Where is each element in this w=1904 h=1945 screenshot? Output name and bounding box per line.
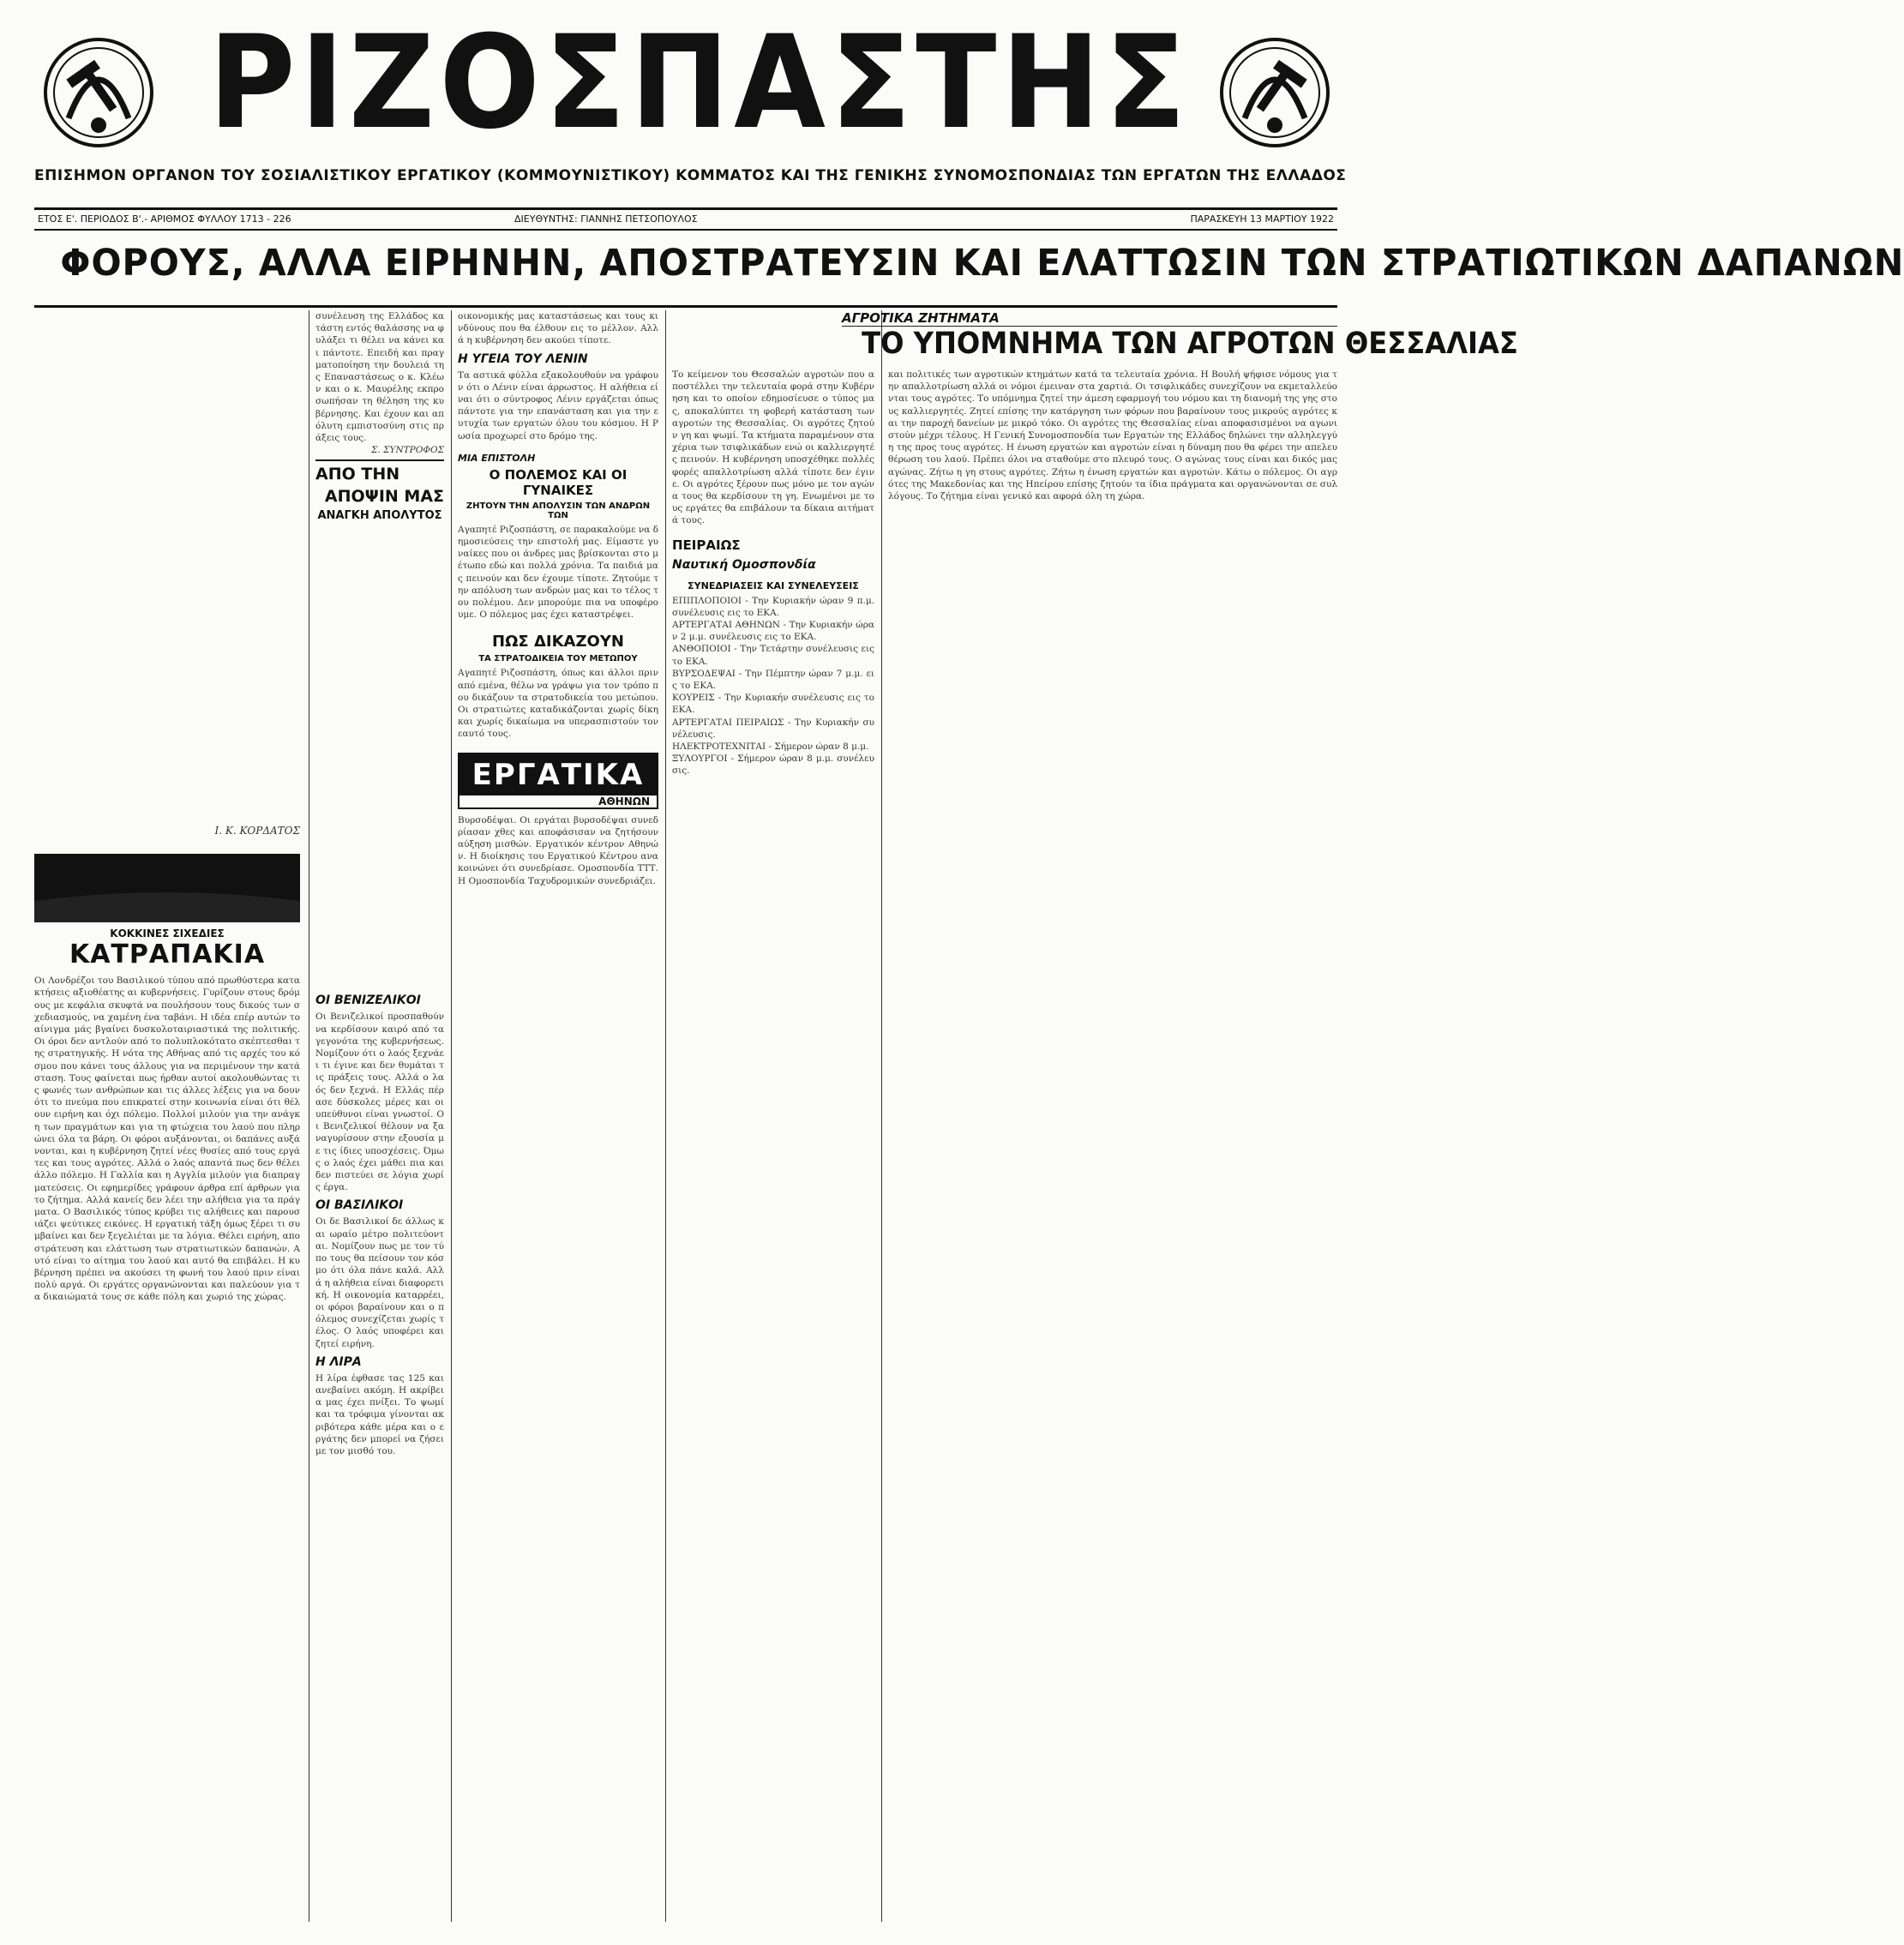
article-body: συνέλευση της Ελλάδος κατάστη εντός θαλάσσης να φυλάξει τι θέλει να κάνει και πάντοτε. Επειδή και πραγματοποίηση την δουλειά της Επαναστάσεως ο κ. Κλέων και ο κ. Μαυρέλης εκπροσωπήσαν τη θέληση της κυβέρνησης. Και έχουν και απόλυτη εμπιστοσύνη στις πράξεις τους. [315,311,444,444]
article-body: οικονομικής μας καταστάσεως και τους κινδύνους που θα έλθουν εις το μέλλον. Αλλά η κυβέρνηση δεν ακούει τίποτε. [458,311,658,346]
section-kicker: ΜΙΑ ΕΠΙΣΤΟΛΗ [458,452,536,464]
sunrise-illustration [34,854,300,922]
column-3 [458,310,658,1922]
column-rule [451,310,452,1922]
main-headline: ΦΟΡΟΥΣ, ΑΛΛΑ ΕΙΡΗΝΗΝ, ΑΠΟΣΤΡΑΤΕΥΣΙΝ ΚΑΙ ΕΛΑΤΤΩΣΙΝ ΤΩΝ ΣΤΡΑΤΙΩΤΙΚΩΝ ΔΑΠΑΝΩΝ [60,242,1904,285]
section-subheading: ΑΝΑΓΚΗ ΑΠΟΛΥΤΟΣ [317,509,442,523]
meetings-title: ΣΥΝΕΔΡΙΑΣΕΙΣ ΚΑΙ ΣΥΝΕΛΕΥΣΕΙΣ [688,579,859,591]
signature: Ι. Κ. ΚΟΡΔΑΤΟΣ [214,825,300,837]
column-rule [665,310,666,1922]
dateline [34,207,1337,231]
meeting-item: ΕΠΙΠΛΟΠΟΙΟΙ - Την Κυριακήν ώραν 9 π.μ. συνέλευσις εις το ΕΚΑ. [672,595,874,618]
masthead-subtitle: ΕΠΙΣΗΜΟΝ ΟΡΓΑΝΟΝ ΤΟΥ ΣΟΣΙΑΛΙΣΤΙΚΟΥ ΕΡΓΑΤΙΚΟΥ (ΚΟΜΜΟΥΝΙΣΤΙΚΟΥ) ΚΟΜΜΑΤΟΣ ΚΑΙ ΤΗΣ ΓΕΝΙΚΗΣ ΣΥΝΟΜΟΣΠΟΝΔΙΑΣ ΤΩΝ ΕΡΓΑΤΩΝ ΤΗΣ ΕΛΛΑΔΟΣ [34,167,1347,184]
column-4 [672,369,874,1922]
article-body: Τα αστικά φύλλα εξακολουθούν να γράφουν ότι ο Λένιν είναι άρρωστος. Η αλήθεια είναι ότι ο σύντροφος Λένιν εργάζεται όπως πάντοτε για την επανάσταση και για την ευτυχία των εργατών όλου του κόσμου. Η Ρωσία προχωρεί στο δρόμο της. [458,369,658,441]
hammer-sickle-emblem-right [1210,24,1339,161]
meeting-item: ΞΥΛΟΥΡΓΟΙ - Σήμερον ώραν 8 μ.μ. συνέλευσις. [672,753,874,777]
section-title: Η ΥΓΕΙΑ ΤΟΥ ΛΕΝΙΝ [458,351,588,366]
section-title: ΟΙ ΒΑΣΙΛΙΚΟΙ [315,1198,404,1213]
section-kicker: ΑΓΡΟΤΙΚΑ ΖΗΤΗΜΑΤΑ [842,310,1337,327]
article-body: Το κείμενον του Θεσσαλών αγροτών που αποστέλλει την τελευταία φορά στην Κυβέρνηση και το οποίον εδημοσίευσε ο τύπος μας, αποκαλύπτει τη φοβερή κατάσταση των αγροτών της Θεσσαλίας. Οι αγρότες ζητούν γη και ψωμί. Τα κτήματα παραμένουν στα χέρια των τσιφλικάδων ενώ οι καλλιεργητές πεινούν. Η κυβέρνηση υποσχέθηκε πολλές φορές απαλλοτρίωση αλλά τίποτε δεν έγινε. Οι αγρότες ξέρουν πως μόνο με τον αγώνα τους θα κερδίσουν τη γη. Ενωμένοι με τους εργάτες θα επιβάλουν τα δίκαια αιτήματά τους. [672,369,874,526]
section-heading: ΑΠΟΨΙΝ ΜΑΣ [324,487,444,507]
meeting-item: ΑΝΘΟΠΟΙΟΙ - Την Τετάρτην συνέλευσις εις το ΕΚΑ. [672,644,874,667]
issue-date: ΠΑΡΑΣΚΕΥΗ 13 ΜΑΡΤΙΟΥ 1922 [1190,213,1334,225]
article-body: Η λίρα έφθασε τας 125 και ανεβαίνει ακόμη. Η ακρίβεια μας έχει πνίξει. Το ψωμί και τα τρόφιμα γίνονται ακριβότερα κάθε μέρα και ο εργάτης δεν μπορεί να ζήσει με τον μισθό του. [315,1372,444,1456]
ergatika-title: ΕΡΓΑΤΙΚΑ [459,754,657,795]
column-2 [315,310,444,1922]
column-kicker: ΚΟΚΚΙΝΕΣ ΣΙΧΕΔΙΕΣ [110,927,225,940]
hammer-sickle-emblem-left [34,24,163,161]
director: ΔΙΕΥΘΥΝΤΗΣ: ΓΙΑΝΝΗΣ ΠΕΤΣΟΠΟΥΛΟΣ [514,213,698,225]
article-body: Οι Βενιζελικοί προσπαθούν να κερδίσουν καιρό από τα γεγονότα της κυβερνήσεως. Νομίζουν ότι ο λαός ξεχνάει τι έγινε και δεν θυμάται τις πράξεις τους. Αλλά ο λαός δεν ξεχνά. Η Ελλάς πέρασε δύσκολες μέρες και οι υπεύθυνοι είναι γνωστοί. Οι Βενιζελικοί θέλουν να ξαναγυρίσουν στην εξουσία με τις ίδιες υποσχέσεις. Όμως ο λαός έχει μάθει πια και δεν πιστεύει σε λόγια χωρίς έργα. [315,1012,444,1193]
article-body: Αγαπητέ Ριζοσπάστη, σε παρακαλούμε να δημοσιεύσεις την επιστολή μας. Είμαστε γυναίκες που οι άνδρες μας βρίσκονται στο μέτωπο εδώ και πολλά χρόνια. Τα παιδιά μας πεινούν και δεν έχουμε τίποτε. Ζητούμε την απόλυση των ανδρών μας και το τέλος του πολέμου. Δεν μπορούμε πια να υποφέρουμε. Ο πόλεμος μας έχει καταστρέψει. [458,524,658,621]
section-subtitle: ΤΑ ΣΤΡΑΤΟΔΙΚΕΙΑ ΤΟΥ ΜΕΤΩΠΟΥ [478,654,638,664]
section-subtitle: Ναυτική Ομοσπονδία [672,557,816,572]
article-body: Οι Λονδρέζοι του Βασιλικού τύπου από πρωθύστερα κατακτήσεις αξιοθέατης αι κυβερνήσεις. Γυρίζουν στους δρόμους με κεφάλια σκυφτά να πουλήσουν τους δικούς των σχεδιασμούς, να χαμένη ένα ταβάνι. Η ιδέα επέρ αυτών το αίνιγμα μάς βγαίνει δυσκολοταιριαστικά της πολιτικής. Οι όροι δεν αντλούν από το πολυπλοκότατο σκέπτεσθαι της στρατηγικής. Η νότα της Αθήνας από τις αρχές του κόσμου που κάνει τους άλλους για να περιμένουν την κατάσταση. Τους φαίνεται πως ήρθαν αυτοί ακολουθώντας τις φωνές των ανθρώπων και τις άλλες λέξεις για να δουν ότι το πνεύμα που επικρατεί στην κοινωνία είναι ότι θέλουν ειρήνη και όχι πόλεμο. Πολλοί μιλούν για την ανάγκη των πραγμάτων και για τη φτώχεια του λαού που πληρώνει όλα τα βάρη. Οι φόροι αυξάνονται, οι δαπάνες αυξάνονται, και η κυβέρνηση ζητεί νέες θυσίες από τους εργάτες και τους αγρότες. Αλλά ο λαός απαντά πως δεν θέλει άλλο πόλεμο. Η Γαλλία και η Αγγλία μιλούν για διαπραγματεύσεις. Οι εφημερίδες γράφουν άρθρα επί άρθρων για το ζήτημα. Αλλά κανείς δεν λέει την αλήθεια για τα πράγματα. Ο Βασιλικός τύπος κρύβει τις αλήθειες και παρουσιάζει ψεύτικες εικόνες. Η εργατική τάξη όμως ξέρει τι συμβαίνει και δεν ξεγελιέται με τα λόγια. Θέλει ειρήνη, αποστράτευση και ελάττωση των στρατιωτικών δαπανών. Αυτό είναι το αίτημα του λαού και αυτό θα επιβάλει. Η κυβέρνηση πρέπει να ακούσει τη φωνή του λαού πριν είναι πολύ αργά. Οι εργάτες οργανώνονται και παλεύουν για τα δικαιώματά τους σε κάθε πόλη και χωριό της χώρας. [34,976,300,1303]
article-body: Βυρσοδέψαι. Οι εργάται βυρσοδέψαι συνεδρίασαν χθες και αποφάσισαν να ζητήσουν αύξηση μισθών. Εργατικόν κέντρον Αθηνών. Η διοίκησις του Εργατικού Κέντρου ανακοινώνει ότι συνεδρίασε. Ομοσπονδία ΤΤΤ. Η Ομοσπονδία Ταχυδρομικών συνεδριάζει. [458,814,658,886]
section-title: ΠΩΣ ΔΙΚΑΖΟΥΝ [492,633,624,651]
article-title-agrarian: ΤΟ ΥΠΟΜΝΗΜΑ ΤΩΝ ΑΓΡΟΤΩΝ ΘΕΣΣΑΛΙΑΣ [862,327,1518,361]
issue-number: ΕΤΟΣ Ε'. ΠΕΡΙΟΔΟΣ Β'.- ΑΡΙΘΜΟΣ ΦΥΛΛΟΥ 1713 - 226 [38,213,291,225]
section-title: ΠΕΙΡΑΙΩΣ [672,537,741,553]
newspaper-masthead: ΡΙΖΟΣΠΑΣΤΗΣ [208,9,1191,158]
agrarian-banner [842,310,1518,361]
column-5 [888,369,1337,1922]
column-rule [881,310,882,1922]
section-title: Ο ΠΟΛΕΜΟΣ ΚΑΙ ΟΙ ΓΥΝΑΙΚΕΣ [489,466,628,498]
headline-rule [34,305,1337,308]
signature: Σ. ΣΥΝΤΡΟΦΟΣ [371,445,444,456]
column-1 [34,310,300,1922]
meeting-item: ΑΡΤΕΡΓΑΤΑΙ ΑΘΗΝΩΝ - Την Κυριακήν ώραν 2 μ.μ. συνέλευσις εις το ΕΚΑ. [672,620,874,643]
ergatika-subtitle: ΑΘΗΝΩΝ [598,795,650,807]
ergatika-box [458,753,658,809]
article-body: Οι δε Βασιλικοί δε άλλως και ωραίο μέτρο πολιτεύονται. Νομίζουν πως με τον τύπο τους θα πείσουν τον κόσμο ότι όλα πάνε καλά. Αλλά η αλήθεια είναι διαφορετική. Η οικονομία καταρρέει, οι φόροι βαραίνουν και ο πόλεμος συνεχίζεται χωρίς τέλος. Ο λαός υποφέρει και ζητεί ειρήνη. [315,1216,444,1349]
section-title: Η ΛΙΡΑ [315,1354,362,1369]
article-title-katrapakia: ΚΑΤΡΑΠΑΚΙΑ [69,939,266,970]
meeting-item: ΗΛΕΚΤΡΟΤΕΧΝΙΤΑΙ - Σήμερον ώραν 8 μ.μ. [672,741,869,753]
meeting-item: ΑΡΤΕΡΓΑΤΑΙ ΠΕΙΡΑΙΩΣ - Την Κυριακήν συνέλευσις. [672,717,874,740]
meeting-item: ΒΥΡΣΟΔΕΨΑΙ - Την Πέμπτην ώραν 7 μ.μ. εις το ΕΚΑ. [672,668,874,692]
meeting-item: ΚΟΥΡΕΙΣ - Την Κυριακήν συνέλευσις εις το ΕΚΑ. [672,693,874,716]
section-heading: ΑΠΟ ΤΗΝ [315,465,400,484]
section-subtitle: ΖΗΤΟΥΝ ΤΗΝ ΑΠΟΛΥΣΙΝ ΤΩΝ ΑΝΔΡΩΝ ΤΩΝ [465,501,651,520]
article-body: Αγαπητέ Ριζοσπάστη, όπως και άλλοι πριν από εμένα, θέλω να γράψω για τον τρόπο που δικάζουν τα στρατοδικεία του μετώπου. Οι στρατιώτες καταδικάζονται χωρίς δίκη και χωρίς δικαίωμα να υπερασπιστούν τον εαυτό τους. [458,668,658,740]
article-body: και πολιτικές των αγροτικών κτημάτων κατά τα τελευταία χρόνια. Η Βουλή ψήφισε νόμους για την απαλλοτρίωση αλλά οι νόμοι έμειναν στα χαρτιά. Οι τσιφλικάδες συνεχίζουν να εκμεταλλεύονται τους αγρότες. Το υπόμνημα ζητεί την άμεση εφαρμογή του νόμου και τη διανομή της γης στους καλλιεργητές. Ζητεί επίσης την κατάργηση των φόρων που βαραίνουν τους μικρούς αγρότες και την παροχή δανείων με μικρό τόκο. Οι αγρότες της Θεσσαλίας είναι αποφασισμένοι να αγωνιστούν μέχρι τέλους. Η Γενική Συνομοσπονδία των Εργατών της Ελλάδος δηλώνει την αλληλεγγύη της προς τους αγρότες. Η ένωση εργατών και αγροτών είναι η δύναμη που θα φέρει την απελευθέρωση του λαού. Πρέπει όλοι να σταθούμε στο πλευρό τους. Ο αγώνας τους είναι και δικός μας αγώνας. Ζήτω η γη στους αγρότες. Ζήτω η ένωση εργατών και αγροτών. Κάτω ο πόλεμος. Οι αγρότες της Μακεδονίας και της Ηπείρου επίσης ζητούν τα ίδια πράγματα και οργανώνονται σε συλλόγους. Το ζήτημα είναι γενικό και αφορά όλη τη χώρα. [888,369,1337,502]
section-title: ΟΙ ΒΕΝΙΖΕΛΙΚΟΙ [315,994,421,1008]
